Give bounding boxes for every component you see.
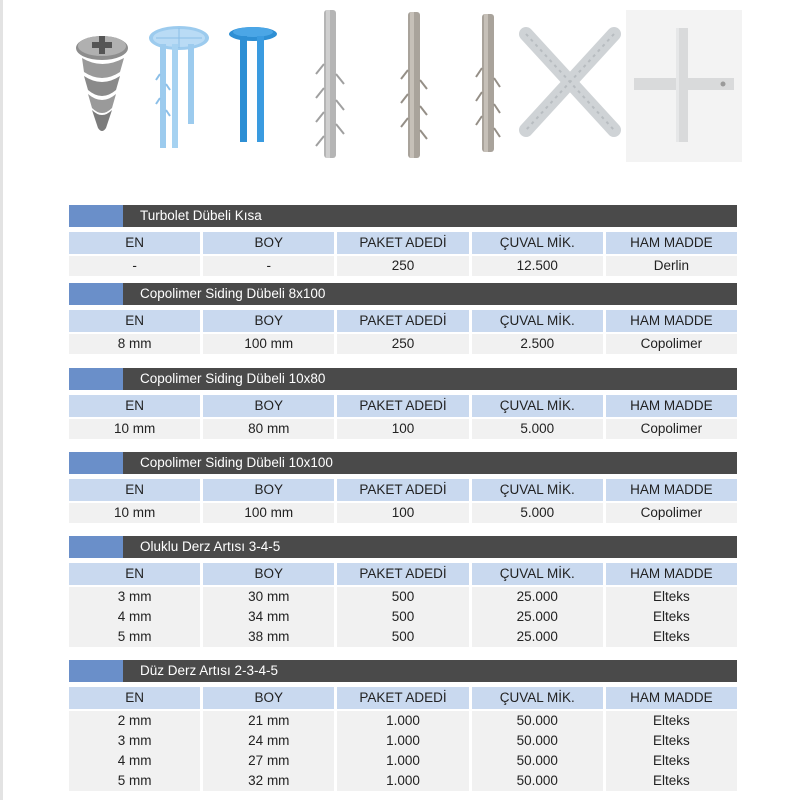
section-title: Copolimer Siding Dübeli 10x100 [140, 455, 333, 470]
cell-en: 8 mm [69, 334, 200, 354]
section-swatch [69, 536, 123, 558]
table-header-row [69, 310, 737, 332]
header-ham-madde: HAM MADDE [606, 563, 737, 585]
header-cuval-mik: ÇUVAL MİK. [472, 479, 603, 501]
cell-cuval-mik: 50.000 [472, 771, 603, 791]
cell-cuval-mik: 50.000 [472, 711, 603, 731]
cell-boy: 24 mm [203, 731, 334, 751]
cell-cuval-mik: 25.000 [472, 607, 603, 627]
cell-boy: 27 mm [203, 751, 334, 771]
cell-cuval-mik: 25.000 [472, 587, 603, 607]
cell-cuval-mik: 12.500 [472, 256, 603, 276]
header-boy: BOY [203, 310, 334, 332]
header-en: EN [69, 232, 200, 254]
cell-ham-madde: Elteks [606, 607, 737, 627]
header-ham-madde: HAM MADDE [606, 479, 737, 501]
cell-paket-adedi: 1.000 [337, 751, 468, 771]
table-header-row [69, 395, 737, 417]
header-en: EN [69, 310, 200, 332]
section-title-bar [69, 536, 737, 558]
table-row [69, 419, 737, 439]
cell-cuval-mik: 5.000 [472, 503, 603, 523]
header-en: EN [69, 687, 200, 709]
cell-boy: 21 mm [203, 711, 334, 731]
cell-boy: 100 mm [203, 334, 334, 354]
cell-ham-madde: Elteks [606, 627, 737, 647]
section-title: Turbolet Dübeli Kısa [140, 208, 262, 223]
blue-insulation-anchor-image [146, 14, 212, 158]
cell-en: 4 mm [69, 607, 200, 627]
section-oluklu-derz [69, 536, 737, 647]
table-header-row [69, 563, 737, 585]
header-paket-adedi: PAKET ADEDİ [337, 687, 468, 709]
cell-en: - [69, 256, 200, 276]
cell-boy: 100 mm [203, 503, 334, 523]
header-ham-madde: HAM MADDE [606, 395, 737, 417]
cell-ham-madde: Elteks [606, 711, 737, 731]
cell-ham-madde: Elteks [606, 587, 737, 607]
table-row [69, 334, 737, 354]
header-cuval-mik: ÇUVAL MİK. [472, 232, 603, 254]
oluklu-derz-cross-image [514, 14, 626, 150]
cell-boy: 32 mm [203, 771, 334, 791]
table-row [69, 256, 737, 276]
header-cuval-mik: ÇUVAL MİK. [472, 687, 603, 709]
cell-paket-adedi: 500 [337, 607, 468, 627]
header-paket-adedi: PAKET ADEDİ [337, 310, 468, 332]
header-cuval-mik: ÇUVAL MİK. [472, 310, 603, 332]
header-boy: BOY [203, 479, 334, 501]
cell-paket-adedi: 250 [337, 256, 468, 276]
table-row [69, 607, 737, 627]
cell-en: 10 mm [69, 503, 200, 523]
cell-paket-adedi: 100 [337, 419, 468, 439]
section-swatch [69, 283, 123, 305]
section-siding-10x100 [69, 452, 737, 523]
section-turbolet [69, 205, 737, 276]
cell-ham-madde: Copolimer [606, 334, 737, 354]
header-en: EN [69, 479, 200, 501]
header-cuval-mik: ÇUVAL MİK. [472, 395, 603, 417]
header-paket-adedi: PAKET ADEDİ [337, 563, 468, 585]
section-duz-derz [69, 660, 737, 791]
header-paket-adedi: PAKET ADEDİ [337, 479, 468, 501]
header-boy: BOY [203, 563, 334, 585]
section-title: Düz Derz Artısı 2-3-4-5 [140, 663, 279, 678]
section-title-bar [69, 368, 737, 390]
page-left-rule [0, 0, 3, 800]
header-paket-adedi: PAKET ADEDİ [337, 395, 468, 417]
cell-paket-adedi: 1.000 [337, 771, 468, 791]
header-cuval-mik: ÇUVAL MİK. [472, 563, 603, 585]
cell-en: 4 mm [69, 751, 200, 771]
header-paket-adedi: PAKET ADEDİ [337, 232, 468, 254]
cell-ham-madde: Elteks [606, 751, 737, 771]
grey-siding-plug-2-image [394, 6, 434, 164]
cell-en: 5 mm [69, 771, 200, 791]
blue-insulation-anchor-2-image [226, 14, 280, 148]
cell-paket-adedi: 100 [337, 503, 468, 523]
table-row [69, 751, 737, 771]
cell-boy: 80 mm [203, 419, 334, 439]
table-row [69, 771, 737, 791]
header-en: EN [69, 395, 200, 417]
cell-en: 10 mm [69, 419, 200, 439]
cell-boy: 38 mm [203, 627, 334, 647]
header-boy: BOY [203, 395, 334, 417]
cell-paket-adedi: 500 [337, 587, 468, 607]
cell-paket-adedi: 1.000 [337, 711, 468, 731]
header-boy: BOY [203, 687, 334, 709]
grey-siding-plug-1-image [306, 4, 354, 164]
cell-ham-madde: Derlin [606, 256, 737, 276]
table-header-row [69, 232, 737, 254]
section-title: Copolimer Siding Dübeli 10x80 [140, 371, 326, 386]
section-title: Oluklu Derz Artısı 3-4-5 [140, 539, 281, 554]
cell-paket-adedi: 1.000 [337, 731, 468, 751]
cell-ham-madde: Elteks [606, 771, 737, 791]
cell-cuval-mik: 50.000 [472, 751, 603, 771]
section-siding-8x100 [69, 283, 737, 354]
duz-derz-cross-image [626, 10, 742, 162]
cell-paket-adedi: 500 [337, 627, 468, 647]
cell-ham-madde: Elteks [606, 731, 737, 751]
cell-boy: - [203, 256, 334, 276]
section-title-bar [69, 660, 737, 682]
section-swatch [69, 660, 123, 682]
table-row [69, 627, 737, 647]
section-siding-10x80 [69, 368, 737, 439]
turbolet-screw-image [68, 14, 136, 138]
table-header-row [69, 687, 737, 709]
grey-siding-plug-3-image [470, 8, 506, 158]
cell-boy: 30 mm [203, 587, 334, 607]
cell-cuval-mik: 2.500 [472, 334, 603, 354]
cell-ham-madde: Copolimer [606, 419, 737, 439]
header-ham-madde: HAM MADDE [606, 687, 737, 709]
section-swatch [69, 368, 123, 390]
header-ham-madde: HAM MADDE [606, 310, 737, 332]
header-ham-madde: HAM MADDE [606, 232, 737, 254]
table-row [69, 711, 737, 731]
table-header-row [69, 479, 737, 501]
section-title-bar [69, 205, 737, 227]
section-swatch [69, 205, 123, 227]
cell-en: 3 mm [69, 731, 200, 751]
section-swatch [69, 452, 123, 474]
cell-en: 5 mm [69, 627, 200, 647]
header-boy: BOY [203, 232, 334, 254]
section-title: Copolimer Siding Dübeli 8x100 [140, 286, 326, 301]
cell-en: 2 mm [69, 711, 200, 731]
cell-boy: 34 mm [203, 607, 334, 627]
cell-en: 3 mm [69, 587, 200, 607]
table-row [69, 587, 737, 607]
table-row [69, 731, 737, 751]
section-title-bar [69, 452, 737, 474]
cell-cuval-mik: 25.000 [472, 627, 603, 647]
cell-cuval-mik: 5.000 [472, 419, 603, 439]
cell-ham-madde: Copolimer [606, 503, 737, 523]
cell-paket-adedi: 250 [337, 334, 468, 354]
table-row [69, 503, 737, 523]
cell-cuval-mik: 50.000 [472, 731, 603, 751]
section-title-bar [69, 283, 737, 305]
header-en: EN [69, 563, 200, 585]
